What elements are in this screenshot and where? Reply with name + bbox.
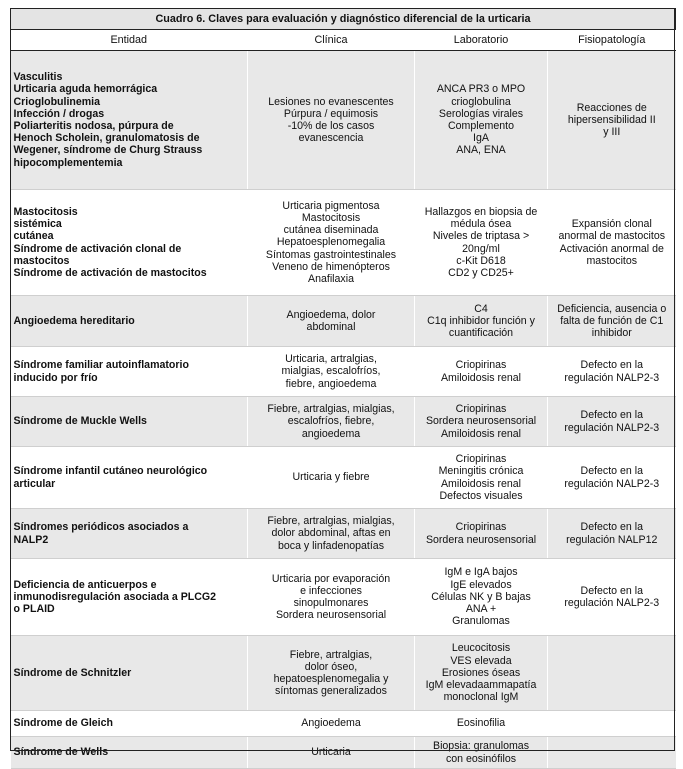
laboratorio-cell (415, 447, 548, 509)
cell-line: Defectos visuales (439, 489, 523, 502)
cell-line: Biopsia: granulomas (433, 740, 529, 753)
clinica-cell (248, 559, 415, 636)
cell-line: mastocitos (13, 254, 70, 267)
cell-line: Veneno de himenópteros (272, 260, 390, 273)
clinica-cell (248, 636, 415, 711)
cell-line: regulación NALP2-3 (564, 421, 660, 434)
cell-line: Defecto en la (580, 359, 643, 372)
cell-line: mastocitos (586, 254, 638, 267)
cell-line: Urticaria por evaporación (271, 572, 391, 585)
cell-line: cutánea (13, 230, 54, 243)
table-row-sindrome-familiar-autoinflamatorio (11, 347, 676, 397)
cell-line: abdominal (306, 321, 356, 333)
cell-line: 20ng/ml (462, 242, 500, 255)
clinica-cell (248, 296, 415, 347)
clinica-cell (248, 397, 415, 447)
cell-line: c-Kit D618 (456, 254, 506, 267)
cell-line: dolor abdominal, aftas en (271, 527, 391, 540)
cell-line: Mastocitosis (13, 205, 78, 218)
cell-line: Síndrome de activación de mastocitos (13, 266, 207, 279)
cell-line: escalofríos, fiebre, (287, 415, 375, 428)
cell-line: hepatoesplenomegalia y (273, 673, 389, 685)
cell-line: Angioedema, dolor (286, 308, 376, 321)
laboratorio-cell (415, 190, 548, 296)
cell-line: Síndrome de Schnitzler (13, 666, 132, 679)
entidad-cell (11, 397, 248, 447)
table-caption: Cuadro 6. Claves para evaluación y diagnóstico diferencial de la urticaria (11, 9, 676, 30)
laboratorio-cell (415, 397, 548, 447)
table-row-nalp2 (11, 509, 676, 559)
cell-line: regulación NALP2-3 (564, 371, 660, 384)
cell-line: Hallazgos en biopsia de (424, 205, 538, 218)
cell-line: Defecto en la (580, 409, 643, 422)
laboratorio-cell (415, 347, 548, 397)
cell-line: -10% de los casos (287, 120, 375, 132)
entidad-cell (11, 711, 248, 737)
cell-line: Urticaria aguda hemorrágica (13, 83, 158, 96)
cell-line: Amiloidosis renal (440, 371, 522, 384)
table-row-angioedema-hereditario (11, 296, 676, 347)
cell-line: Síndromes periódicos asociados a (13, 521, 189, 534)
fisiopatologia-cell (548, 347, 676, 397)
cell-line: Urticaria (311, 746, 351, 759)
cell-line: o PLAID (13, 603, 55, 616)
entidad-cell (11, 190, 248, 296)
header-laboratorio: Laboratorio (415, 30, 548, 51)
cell-line: C4 (474, 302, 488, 315)
cell-line: VES elevada (450, 654, 512, 667)
entidad-cell (11, 447, 248, 509)
urticaria-differential-table (10, 8, 676, 769)
cell-line: Células NK y B bajas (431, 590, 531, 603)
table-row-gleich (11, 711, 676, 737)
cell-line: Criopirinas (455, 403, 507, 416)
entidad-cell (11, 559, 248, 636)
cell-line: ANCA PR3 o MPO (436, 83, 526, 96)
cell-line: Síndrome infantil cutáneo neurológico (13, 465, 208, 478)
cell-line: Deficiencia de anticuerpos e (13, 578, 157, 591)
cell-line: Urticaria y fiebre (292, 471, 370, 484)
cell-line: con eosinófilos (445, 752, 517, 765)
cell-line: NALP2 (13, 533, 49, 546)
cell-line: hipersensibilidad II (567, 113, 656, 126)
table-row-vasculitis (11, 51, 676, 190)
cell-line: Amiloidosis renal (440, 477, 522, 490)
cell-line: Fiebre, artralgias, mialgias, (267, 403, 395, 416)
fisiopatologia-cell (548, 51, 676, 190)
cell-line: Complemento (448, 120, 514, 132)
table-row-mastocitosis (11, 190, 676, 296)
clinica-cell (248, 347, 415, 397)
table-row-schnitzler (11, 636, 676, 711)
cell-line: Criopirinas (455, 359, 507, 372)
table-body (11, 51, 676, 769)
clinica-cell (248, 190, 415, 296)
cell-line: Síndrome de Gleich (13, 717, 113, 730)
cell-line: inhibidor (591, 327, 632, 340)
cell-line: mialgias, escalofríos, (281, 365, 381, 378)
cell-line: Criopirinas (455, 521, 507, 534)
cell-line: Angioedema (301, 717, 361, 730)
entidad-cell (11, 51, 248, 190)
cell-line: Expansión clonal (571, 218, 652, 231)
cell-line: cuantificación (448, 327, 514, 340)
laboratorio-cell (415, 559, 548, 636)
table-row-plaid (11, 559, 676, 636)
cell-line: Síndrome de Wells (13, 746, 109, 759)
fisiopatologia-cell (548, 559, 676, 636)
cell-line: Crioglobulinemia (13, 95, 101, 108)
cell-line: hipocomplementemia (13, 156, 123, 169)
cell-line: regulación NALP2-3 (564, 477, 660, 490)
cell-line: Meningitis crónica (438, 465, 524, 478)
clinica-cell (248, 509, 415, 559)
cell-line: evanescencia (298, 132, 364, 145)
clinica-cell (248, 737, 415, 769)
cell-line: CD2 y CD25+ (448, 266, 514, 279)
cell-line: Reacciones de (576, 101, 647, 114)
cell-line: Síntomas gastrointestinales (265, 248, 397, 261)
cell-line: Eosinofilia (456, 717, 506, 730)
cell-line: síntomas generalizados (275, 685, 387, 698)
laboratorio-cell (415, 711, 548, 737)
cell-line: IgA (473, 132, 489, 145)
cell-line: Anafilaxia (308, 273, 354, 285)
entidad-cell (11, 347, 248, 397)
cell-line: Defecto en la (580, 521, 643, 534)
fisiopatologia-cell (548, 636, 676, 711)
fisiopatologia-cell (548, 711, 676, 737)
cell-line: articular (13, 477, 56, 490)
table-row-cinca (11, 447, 676, 509)
table-row-muckle-wells (11, 397, 676, 447)
cell-line: Amiloidosis renal (440, 427, 522, 440)
cell-line: Henoch Scholein, granulomatosis de (13, 132, 200, 145)
cell-line: Urticaria, artralgias, (285, 353, 377, 366)
clinica-cell (248, 447, 415, 509)
cell-line: Vasculitis (13, 71, 63, 84)
cell-line: inducido por frío (13, 371, 98, 384)
cell-line: Síndrome de activación clonal de (13, 242, 182, 255)
fisiopatologia-cell (548, 296, 676, 347)
cell-line: C1q inhibidor función y (427, 314, 535, 327)
cell-line: Leucocitosis (451, 642, 511, 655)
cell-line: Fiebre, artralgias, mialgias, (267, 515, 395, 528)
cell-line: médula ósea (450, 218, 512, 231)
cell-line: sistémica (13, 218, 62, 231)
cell-line: Sordera neurosensorial (425, 533, 537, 546)
cell-line: Wegener, síndrome de Churg Strauss (13, 144, 203, 157)
cell-line: IgM e IgA bajos (444, 566, 518, 579)
cell-line: inmunodisregulación asociada a PLCG2 (13, 590, 217, 603)
cell-line: Defecto en la (580, 584, 643, 597)
fisiopatologia-cell (548, 509, 676, 559)
cell-line: Defecto en la (580, 465, 643, 478)
header-clinica: Clínica (248, 30, 415, 51)
cell-line: Síndrome de Muckle Wells (13, 415, 147, 428)
cell-line: Lesiones no evanescentes (268, 95, 394, 108)
laboratorio-cell (415, 737, 548, 769)
cell-line: fiebre, angioedema (285, 377, 377, 390)
entidad-cell (11, 737, 248, 769)
cell-line: Sordera neurosensorial (425, 415, 537, 428)
cell-line: IgE elevados (450, 578, 512, 591)
entidad-cell (11, 636, 248, 711)
laboratorio-cell (415, 296, 548, 347)
cell-line: e infecciones (300, 584, 362, 597)
cell-line: Erosiones óseas (441, 666, 521, 679)
cell-line: y III (603, 126, 621, 139)
table-row-wells (11, 737, 676, 769)
cell-line: Poliarteritis nodosa, púrpura de (13, 120, 174, 132)
header-row (11, 30, 676, 51)
clinica-cell (248, 711, 415, 737)
cell-line: anormal de mastocitos (558, 230, 666, 243)
cell-line: Urticaria pigmentosa (282, 199, 380, 212)
cell-line: dolor óseo, (304, 660, 358, 673)
entidad-cell (11, 509, 248, 559)
fisiopatologia-cell (548, 397, 676, 447)
cell-line: Criopirinas (455, 453, 507, 466)
laboratorio-cell (415, 636, 548, 711)
cell-line: Granulomas (452, 615, 510, 628)
cell-line: regulación NALP2-3 (564, 597, 660, 609)
header-entidad: Entidad (11, 30, 248, 51)
clinica-cell (248, 51, 415, 190)
cell-line: Hepatoesplenomegalia (276, 236, 386, 249)
cell-line: Síndrome familiar autoinflamatorio (13, 359, 189, 372)
cell-line: crioglobulina (451, 95, 511, 108)
cell-line: falta de función de C1 (560, 314, 664, 327)
entidad-cell (11, 296, 248, 347)
cell-line: Púrpura / equimosis (283, 107, 379, 120)
laboratorio-cell (415, 51, 548, 190)
cell-line: Angioedema hereditario (13, 314, 135, 327)
laboratorio-cell (415, 509, 548, 559)
cell-line: Fiebre, artralgias, (289, 648, 373, 661)
cell-line: Deficiencia, ausencia o (557, 302, 667, 315)
header-fisiopatologia: Fisiopatología (548, 30, 676, 51)
cell-line: ANA + (465, 603, 497, 616)
cell-line: Infección / drogas (13, 107, 105, 120)
cell-line: monoclonal IgM (443, 691, 519, 704)
cell-line: IgM elevadaammapatía (425, 679, 537, 692)
cell-line: ANA, ENA (456, 144, 506, 157)
cell-line: Serologías virales (438, 107, 524, 120)
cell-line: cutánea diseminada (283, 224, 379, 237)
cell-line: Sordera neurosensorial (275, 609, 387, 622)
cell-line: Mastocitosis (301, 211, 361, 224)
fisiopatologia-cell (548, 737, 676, 769)
cell-line: Activación anormal de (559, 242, 664, 255)
cell-line: regulación NALP12 (566, 533, 658, 546)
cell-line: sinopulmonares (293, 597, 369, 609)
cell-line: Niveles de triptasa > (432, 230, 530, 243)
fisiopatologia-cell (548, 190, 676, 296)
fisiopatologia-cell (548, 447, 676, 509)
cell-line: angioedema (301, 427, 361, 440)
cell-line: boca y linfadenopatías (277, 539, 384, 552)
